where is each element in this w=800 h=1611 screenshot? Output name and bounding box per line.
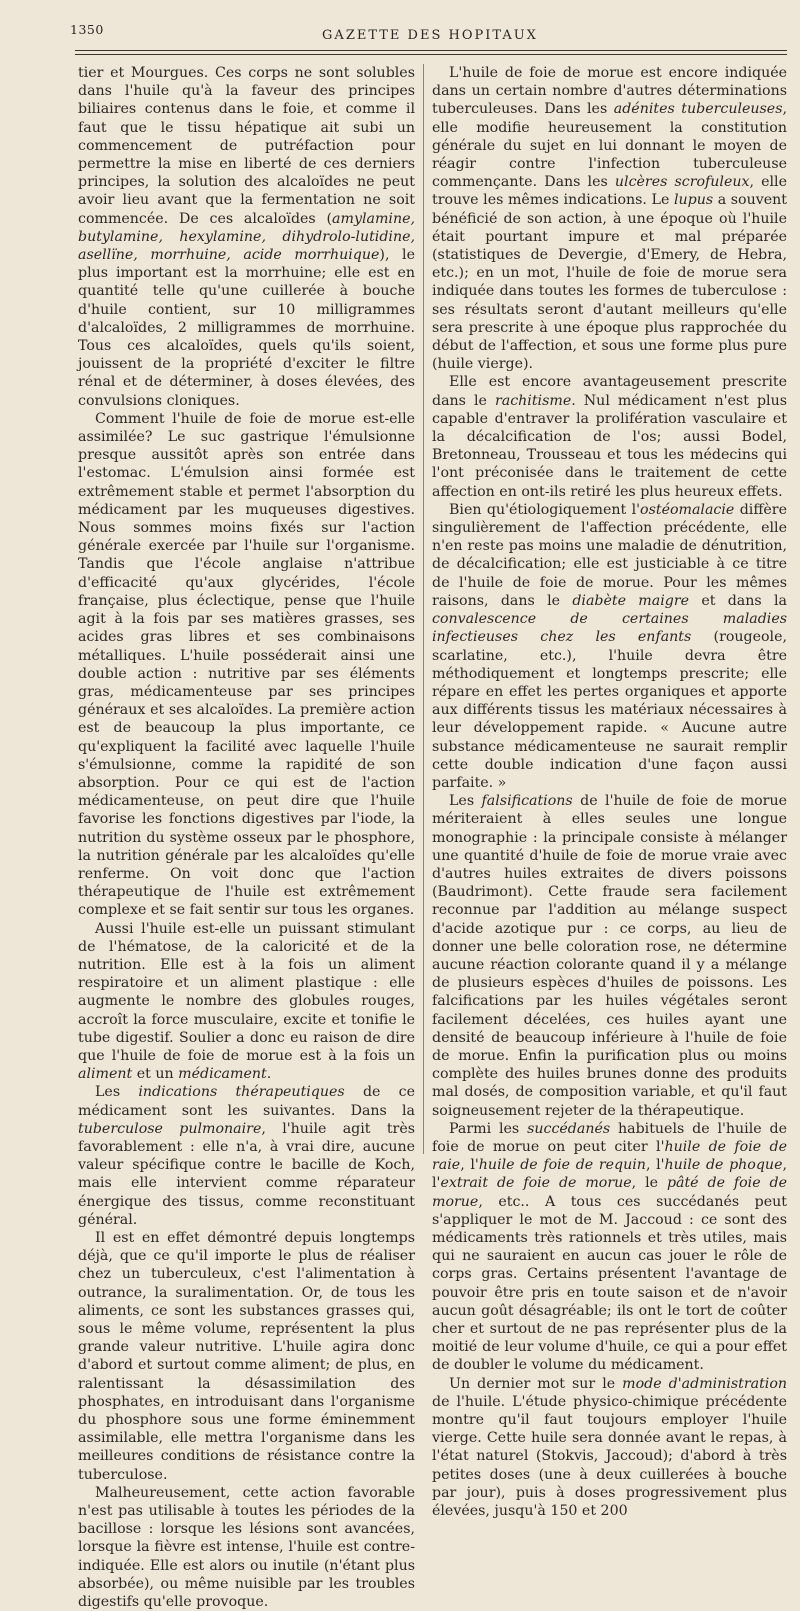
italic-term: pâté de foie de morue bbox=[432, 1175, 787, 1210]
paragraph: Les falsifications de l'huile de foie de morue mériteraient à elles seules une longue monographie : la principale consiste à mélanger une quantité d'huile de foie de morue vraie avec d'autres huiles extraites de divers poissons (Baudrimont). Cette fraude sera facilement reconnue par l'addition au mélange suspect d'acide azotique pur : ce corps, au lieu de donner une belle coloration rose, ne détermine aucune réaction colorante quand il y a mélange de plusieurs espèces d'huiles de poissons. Les falcifications par les huiles végétales seront facilement décelées, ces huiles ayant une densité de beaucoup inférieure à l'huile de foie de morue. Enfin la purification plus ou moins complète des huiles brunes donne des produits mal dosés, de composition variable, et qu'il faut soigneusement rejeter de la thérapeutique. bbox=[432, 793, 787, 1119]
paragraph: Bien qu'étiologiquement l'ostéomalacie diffère singulièrement de l'affection précédente, elle n'en reste pas moins une maladie de dénutrition, de décalcification; elle est justiciable à ce titre de l'huile de foie de morue. Pour les mêmes raisons, dans le diabète maigre et dans la convalescence de certaines maladies infectieuses chez les enfants (rougeole, scarlatine, etc.), l'huile devra être méthodiquement et longtemps prescrite; elle répare en effet les pertes organiques et apporte aux différents tissus les matériaux nécessaires à leur développement rapide. « Aucune autre substance médicamenteuse ne saurait remplir cette double indication d'une façon aussi parfaite. » bbox=[432, 501, 787, 791]
italic-term: convalescence de certaines maladies infectieuses chez les enfants bbox=[432, 611, 787, 646]
header-rule-thin bbox=[75, 54, 787, 55]
page-header bbox=[0, 0, 800, 62]
page-number: 1350 bbox=[70, 22, 104, 37]
italic-term: diabète maigre bbox=[572, 592, 690, 609]
italic-term: adénites tuberculeuses bbox=[613, 101, 783, 118]
italic-term: succédanés bbox=[527, 1120, 611, 1137]
journal-title: GAZETTE DES HOPITAUX bbox=[322, 28, 538, 43]
italic-term: amylamine, butylamine, hexylamine, dihydrolo-lutidine, asellïne, morrhuine, acide morrhuique bbox=[78, 210, 415, 264]
left-column bbox=[78, 64, 415, 1611]
italic-term: lupus bbox=[673, 192, 714, 209]
italic-term: huile de foie de raie bbox=[432, 1138, 787, 1174]
paragraph: Il est en effet démontré depuis longtemps déjà, que ce qu'il importe le plus de réaliser chez un tuberculeux, c'est l'alimentation à outrance, la suralimentation. Or, de tous les aliments, ce sont les substances grasses qui, sous le même volume, représentent la plus grande valeur nutritive. L'huile agira donc d'abord et surtout comme aliment; de plus, en ralentissant la désassimilation des phosphates, en introduisant dans l'organisme du phosphore sous une forme éminemment assimilable, elle mettra l'organisme dans les meilleures conditions de résistance contre la tuberculose. bbox=[78, 1230, 415, 1483]
italic-term: ostéomalacie bbox=[640, 501, 735, 518]
paragraph: Elle est encore avantageusement prescrite dans le rachitisme. Nul médicament n'est plus capable d'entraver la prolifération vasculaire et la décalcification de l'os; aussi Bodel, Bretonneau, Trousseau et tous les médecins qui l'ont préconisée dans le traitement de cette affection en ont-ils retiré les plus heureux effets. bbox=[432, 374, 787, 500]
paragraph: Les indications thérapeutiques de ce médicament sont les suivantes. Dans la tuberculose pulmonaire, l'huile agit très favorablement : elle n'a, à vrai dire, aucune valeur spécifique contre le bacille de Koch, mais elle intervient comme réparateur énergique des tissus, comme reconstituant général. bbox=[78, 1084, 415, 1228]
italic-term: tuberculose pulmonaire bbox=[78, 1120, 262, 1137]
paragraph: Parmi les succédanés habituels de l'huile de foie de morue on peut citer l'huile de foie de raie, l'huile de foie de requin, l'huile de phoque, l'extrait de foie de morue, le pâté de foie de morue, etc.. A tous ces succédanés peut s'appliquer le mot de M. Jaccoud : ce sont des médicaments très rationnels et très utiles, mais qui ne sauraient en aucun cas jouer le rôle de corps gras. Certains présentent l'avantage de pouvoir être pris en toute saison et de n'avoir aucun goût désagréable; ils ont le tort de coûter cher et surtout de ne pas représenter plus de la moitié de leur volume d'huile, ce qui a pour effet de doubler le volume du médicament. bbox=[432, 1120, 787, 1374]
paragraph: Aussi l'huile est-elle un puissant stimulant de l'hématose, de la caloricité et de la nutrition. Elle est à la fois un aliment respiratoire et un aliment plastique : elle augmente le nombre des globules rouges, accroît la force musculaire, excite et tonifie le tube digestif. Soulier a donc eu raison de dire que l'huile de foie de morue est à la fois un aliment et un médicament. bbox=[78, 920, 415, 1083]
italic-term: aliment bbox=[78, 1066, 133, 1083]
italic-term: indications thérapeutiques bbox=[138, 1084, 345, 1101]
italic-term: huile de phoque bbox=[664, 1157, 783, 1174]
paragraph: Comment l'huile de foie de morue est-elle assimilée? Le suc gastrique l'émulsionne presque aussitôt après son entrée dans l'estomac. L'émulsion ainsi formée est extrêmement stable et permet l'absorption du médicament par les muqueuses digestives. Nous sommes moins fixés sur l'action générale exercée par l'huile sur l'organisme. Tandis que l'école anglaise n'attribue d'efficacité qu'aux glycérides, l'école française, plus éclectique, pense que l'huile agit à la fois par ses matières grasses, ses acides gras libres et ses combinaisons métalliques. L'huile posséderait ainsi une double action : nutritive par ses éléments gras, médicamenteuse par ses principes généraux et ses alcaloïdes. La première action est de beaucoup la plus importante, ce qu'expliquent la facilité avec laquelle l'huile s'émulsionne, comme la rapidité de son absorption. Pour ce qui est de l'action médicamenteuse, on peut dire que l'huile favorise les fonctions digestives par l'iode, la nutrition du système osseux par le phosphore, la nutrition générale par les alcaloïdes qu'elle renferme. On voit donc que l'action thérapeutique de l'huile est extrêmement complexe et se fait sentir sur tous les organes. bbox=[78, 410, 415, 919]
italic-term: médicament bbox=[178, 1066, 267, 1083]
italic-term: extrait de foie de morue bbox=[440, 1175, 632, 1192]
right-column bbox=[432, 64, 787, 1520]
italic-term: falsifications bbox=[481, 793, 573, 810]
paragraph: Malheureusement, cette action favorable n'est pas utilisable à toutes les périodes de la bacillose : lorsque les lésions sont avancées, lorsque la fièvre est intense, l'huile est contre-indiquée. Elle est alors ou inutile (n'étant plus absorbée), ou même nuisible par les troubles digestifs qu'elle provoque. bbox=[78, 1484, 415, 1611]
italic-term: ulcères scrofuleux bbox=[614, 174, 750, 191]
header-rule-thick bbox=[75, 50, 787, 51]
paragraph: tier et Mourgues. Ces corps ne sont solubles dans l'huile qu'à la faveur des principes biliaires contenus dans le foie, et comme il faut que le tissu hépatique ait subi un commencement de putréfaction pour permettre la mise en liberté de ces derniers principes, la solution des alcaloïdes ne peut avoir lieu avant que la fermentation ne soit commencée. De ces alcaloïdes (amylamine, butylamine, hexylamine, dihydrolo-lutidine, asellïne, morrhuine, acide morrhuique), le plus important est la morrhuine; elle est en quantité telle qu'une cuillerée à bouche d'huile contient, sur 10 milligrammes d'alcaloïdes, 2 milligrammes de morrhuine. Tous ces alcaloïdes, quels qu'ils soient, jouissent de la propriété d'exciter le filtre rénal et de déterminer, à doses élevées, des convulsions cloniques. bbox=[78, 65, 415, 409]
italic-term: mode d'administration bbox=[622, 1375, 787, 1392]
italic-term: rachitisme bbox=[494, 392, 572, 409]
paragraph: L'huile de foie de morue est encore indiquée dans un certain nombre d'autres déterminations tuberculeuses. Dans les adénites tuberculeuses, elle modifie heureusement la constitution générale du sujet en lui donnant le moyen de réagir contre l'infection tuberculeuse commençante. Dans les ulcères scrofuleux, elle trouve les mêmes indications. Le lupus a souvent bénéficié de son action, à une époque où l'huile était pourtant impure et mal préparée (statistiques de Devergie, d'Emery, de Hebra, etc.); en un mot, l'huile de foie de morue sera indiquée dans toutes les formes de tuberculose : ses résultats seront d'autant meilleurs qu'elle sera prescrite à une époque plus rapprochée du début de l'affection, et sous une forme plus pure (huile vierge). bbox=[432, 65, 788, 373]
column-divider bbox=[423, 64, 424, 1154]
italic-term: huile de foie de requin bbox=[478, 1157, 646, 1174]
paragraph: Un dernier mot sur le mode d'administration de l'huile. L'étude physico-chimique précédente montre qu'il faut toujours employer l'huile vierge. Cette huile sera donnée avant le repas, à l'état naturel (Stokvis, Jaccoud); d'abord à très petites doses (une à deux cuillerées à bouche par jour), puis à doses progressivement plus élevées, jusqu'à 150 et 200 bbox=[432, 1375, 787, 1520]
